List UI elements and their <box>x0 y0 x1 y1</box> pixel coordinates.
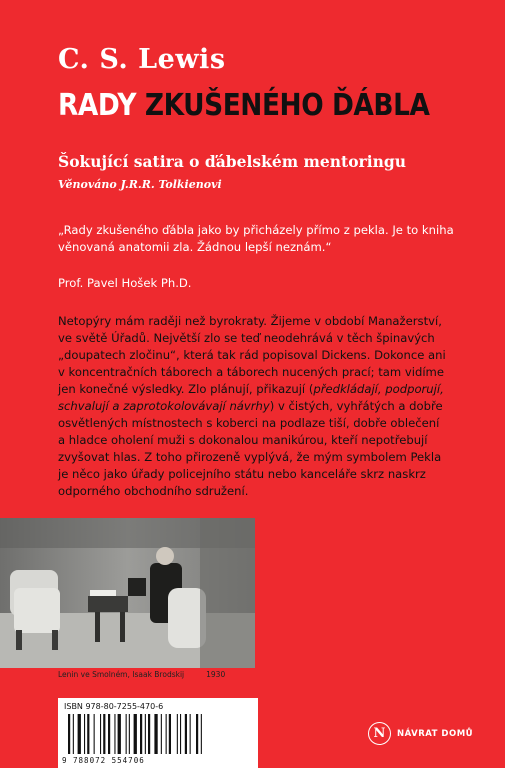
dedication: Věnováno J.R.R. Tolkienovi <box>58 178 222 191</box>
blurb-line: a hladce oholení muži s dokonalou manikúrou, kteří nepotřebují <box>58 433 428 447</box>
painting-illustration <box>0 518 255 668</box>
blurb-line: je něco jako úřady policejního státu nebo kanceláře skrz naskrz <box>58 467 426 481</box>
blurb-fragment: ) v čistých, vyhřátých a dobře <box>269 399 443 413</box>
publisher-name: NÁVRAT DOMŮ <box>397 728 474 739</box>
isbn-label: ISBN 978-80-7255-470-6 <box>64 702 164 711</box>
blurb-line: odporného obchodního sdružení. <box>58 484 249 498</box>
blurb-line <box>58 398 458 415</box>
photo-caption <box>58 670 225 679</box>
caption-year: 1930 <box>206 670 226 679</box>
publisher-logo: N <box>368 722 391 745</box>
barcode-digits: 9 788072 554706 <box>62 756 145 765</box>
blurb-italic: schvalují a zaprotokolovávají návrhy <box>58 399 270 413</box>
blurb-line: v koncentračních táborech a táborech nucených prací; tam vidíme <box>58 365 444 379</box>
endorsement-quote: „Rady zkušeného ďábla jako by přicházely přímo z pekla. Je to kniha věnovaná anatomii zla. Žádnou lepší neznám.“ <box>58 223 454 254</box>
blurb-line: Netopýry mám raději než byrokraty. Žijeme v období Manažerství, <box>58 314 442 328</box>
lenin-painting-photo <box>0 518 255 668</box>
isbn-barcode <box>58 698 258 768</box>
caption-text: Lenin ve Smolném, Isaak Brodskij <box>58 670 185 679</box>
author-name: C. S. Lewis <box>58 44 226 75</box>
blurb-line: zvyšovat hlas. Z toho přirozeně vyplývá, že mým symbolem Pekla <box>58 450 442 464</box>
book-title <box>58 88 429 123</box>
blurb-line <box>58 381 458 398</box>
subtitle: Šokující satira o ďábelském mentoringu <box>58 152 406 171</box>
blurb-line: ve světě Úřadů. Největší zlo se teď neodehrává v těch špinavých <box>58 331 435 345</box>
blurb-italic: předkládají, podporují, <box>313 382 444 396</box>
blurb-line: osvětlených místnostech s koberci na podlaze tiší, dobře oblečení <box>58 416 440 430</box>
endorsement-author: Prof. Pavel Hošek Ph.D. <box>58 276 192 290</box>
publisher-mark <box>368 722 473 745</box>
blurb-text <box>58 313 458 500</box>
title-part-1: RADY <box>58 88 137 123</box>
blurb-fragment: jen konečné výsledky. Zlo plánují, přikazují ( <box>58 382 314 396</box>
blurb-line: „doupatech zločinu“, která tak rád popisoval Dickens. Dokonce ani <box>58 348 446 362</box>
title-part-2: ZKUŠENÉHO ĎÁBLA <box>144 88 430 123</box>
